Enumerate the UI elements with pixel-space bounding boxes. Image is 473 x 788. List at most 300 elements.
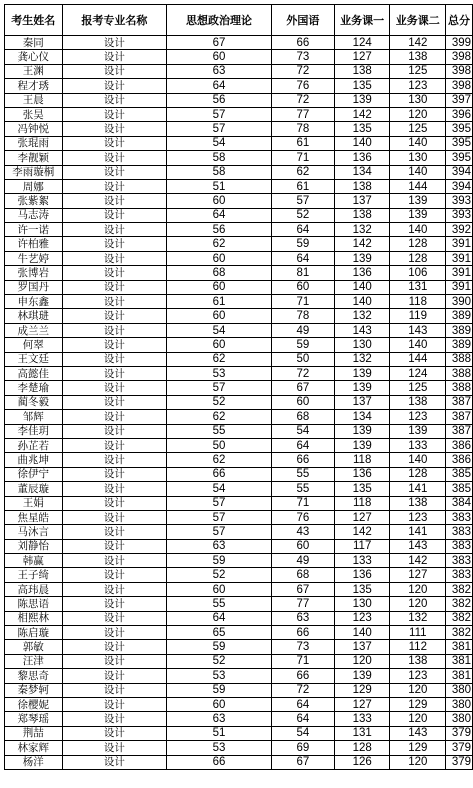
header-major: 报考专业名称 xyxy=(62,5,167,36)
course-two-cell: 112 xyxy=(390,640,446,654)
politics-cell: 60 xyxy=(167,582,272,596)
foreign-language-cell: 66 xyxy=(271,669,334,683)
foreign-language-cell: 67 xyxy=(271,381,334,395)
major-cell: 设计 xyxy=(62,251,167,265)
foreign-language-cell: 68 xyxy=(271,410,334,424)
major-cell: 设计 xyxy=(62,107,167,121)
course-two-cell: 123 xyxy=(390,510,446,524)
table-row xyxy=(5,669,473,683)
total-cell: 380 xyxy=(446,683,473,697)
politics-cell: 57 xyxy=(167,510,272,524)
major-cell: 设计 xyxy=(62,568,167,582)
major-cell: 设计 xyxy=(62,309,167,323)
major-cell: 设计 xyxy=(62,683,167,697)
major-cell: 设计 xyxy=(62,611,167,625)
foreign-language-cell: 54 xyxy=(271,424,334,438)
course-two-cell: 129 xyxy=(390,697,446,711)
table-row xyxy=(5,568,473,582)
course-one-cell: 135 xyxy=(334,79,390,93)
major-cell: 设计 xyxy=(62,136,167,150)
major-cell: 设计 xyxy=(62,151,167,165)
name-cell: 许一诺 xyxy=(5,223,63,237)
course-two-cell: 138 xyxy=(390,496,446,510)
course-one-cell: 134 xyxy=(334,410,390,424)
politics-cell: 63 xyxy=(167,712,272,726)
foreign-language-cell: 67 xyxy=(271,755,334,769)
course-two-cell: 138 xyxy=(390,50,446,64)
foreign-language-cell: 72 xyxy=(271,366,334,380)
course-one-cell: 128 xyxy=(334,741,390,755)
table-row xyxy=(5,510,473,524)
total-cell: 389 xyxy=(446,309,473,323)
politics-cell: 52 xyxy=(167,568,272,582)
course-one-cell: 127 xyxy=(334,50,390,64)
course-two-cell: 139 xyxy=(390,194,446,208)
header-name: 考生姓名 xyxy=(5,5,63,36)
course-one-cell: 136 xyxy=(334,266,390,280)
table-row xyxy=(5,582,473,596)
major-cell: 设计 xyxy=(62,237,167,251)
politics-cell: 66 xyxy=(167,467,272,481)
course-one-cell: 131 xyxy=(334,726,390,740)
total-cell: 381 xyxy=(446,654,473,668)
major-cell: 设计 xyxy=(62,50,167,64)
politics-cell: 53 xyxy=(167,366,272,380)
politics-cell: 56 xyxy=(167,93,272,107)
name-cell: 汪津 xyxy=(5,654,63,668)
major-cell: 设计 xyxy=(62,424,167,438)
table-row xyxy=(5,366,473,380)
politics-cell: 65 xyxy=(167,626,272,640)
name-cell: 张琨雨 xyxy=(5,136,63,150)
foreign-language-cell: 54 xyxy=(271,726,334,740)
course-one-cell: 139 xyxy=(334,366,390,380)
name-cell: 王晨 xyxy=(5,93,63,107)
total-cell: 394 xyxy=(446,179,473,193)
foreign-language-cell: 71 xyxy=(271,496,334,510)
name-cell: 黎思奇 xyxy=(5,669,63,683)
politics-cell: 57 xyxy=(167,525,272,539)
total-cell: 398 xyxy=(446,79,473,93)
politics-cell: 68 xyxy=(167,266,272,280)
course-two-cell: 128 xyxy=(390,251,446,265)
major-cell: 设计 xyxy=(62,539,167,553)
name-cell: 李靓颖 xyxy=(5,151,63,165)
course-one-cell: 133 xyxy=(334,712,390,726)
major-cell: 设计 xyxy=(62,654,167,668)
course-two-cell: 125 xyxy=(390,64,446,78)
course-two-cell: 140 xyxy=(390,223,446,237)
course-two-cell: 141 xyxy=(390,525,446,539)
politics-cell: 60 xyxy=(167,194,272,208)
course-two-cell: 129 xyxy=(390,741,446,755)
header-foreign-language: 外国语 xyxy=(271,5,334,36)
major-cell: 设计 xyxy=(62,726,167,740)
table-body xyxy=(5,36,473,770)
major-cell: 设计 xyxy=(62,525,167,539)
major-cell: 设计 xyxy=(62,669,167,683)
foreign-language-cell: 71 xyxy=(271,654,334,668)
header-course-two: 业务课二 xyxy=(390,5,446,36)
course-two-cell: 120 xyxy=(390,582,446,596)
major-cell: 设计 xyxy=(62,597,167,611)
course-one-cell: 132 xyxy=(334,309,390,323)
score-table xyxy=(4,4,473,770)
major-cell: 设计 xyxy=(62,381,167,395)
course-one-cell: 143 xyxy=(334,323,390,337)
major-cell: 设计 xyxy=(62,395,167,409)
name-cell: 陈思语 xyxy=(5,597,63,611)
name-cell: 张昊 xyxy=(5,107,63,121)
course-one-cell: 117 xyxy=(334,539,390,553)
table-row xyxy=(5,597,473,611)
total-cell: 384 xyxy=(446,496,473,510)
total-cell: 379 xyxy=(446,755,473,769)
table-row xyxy=(5,194,473,208)
course-one-cell: 137 xyxy=(334,395,390,409)
name-cell: 徐樱妮 xyxy=(5,697,63,711)
politics-cell: 61 xyxy=(167,295,272,309)
course-one-cell: 139 xyxy=(334,93,390,107)
name-cell: 冯钟悦 xyxy=(5,122,63,136)
total-cell: 387 xyxy=(446,424,473,438)
major-cell: 设计 xyxy=(62,338,167,352)
table-row xyxy=(5,338,473,352)
course-one-cell: 120 xyxy=(334,654,390,668)
table-row xyxy=(5,626,473,640)
politics-cell: 60 xyxy=(167,280,272,294)
total-cell: 383 xyxy=(446,510,473,524)
course-two-cell: 128 xyxy=(390,467,446,481)
total-cell: 389 xyxy=(446,338,473,352)
course-one-cell: 140 xyxy=(334,626,390,640)
politics-cell: 63 xyxy=(167,64,272,78)
foreign-language-cell: 52 xyxy=(271,208,334,222)
course-two-cell: 143 xyxy=(390,726,446,740)
total-cell: 397 xyxy=(446,93,473,107)
politics-cell: 58 xyxy=(167,151,272,165)
major-cell: 设计 xyxy=(62,266,167,280)
name-cell: 高玮晨 xyxy=(5,582,63,596)
table-row xyxy=(5,438,473,452)
course-one-cell: 136 xyxy=(334,568,390,582)
total-cell: 382 xyxy=(446,582,473,596)
major-cell: 设计 xyxy=(62,208,167,222)
name-cell: 王文廷 xyxy=(5,352,63,366)
foreign-language-cell: 64 xyxy=(271,697,334,711)
politics-cell: 54 xyxy=(167,482,272,496)
course-two-cell: 139 xyxy=(390,208,446,222)
course-two-cell: 131 xyxy=(390,280,446,294)
name-cell: 张紫絮 xyxy=(5,194,63,208)
table-row xyxy=(5,726,473,740)
table-row xyxy=(5,136,473,150)
politics-cell: 62 xyxy=(167,410,272,424)
course-one-cell: 139 xyxy=(334,424,390,438)
name-cell: 陈启璇 xyxy=(5,626,63,640)
politics-cell: 54 xyxy=(167,323,272,337)
course-two-cell: 111 xyxy=(390,626,446,640)
course-two-cell: 141 xyxy=(390,482,446,496)
politics-cell: 57 xyxy=(167,381,272,395)
header-row xyxy=(5,5,473,36)
course-two-cell: 140 xyxy=(390,165,446,179)
politics-cell: 53 xyxy=(167,669,272,683)
politics-cell: 51 xyxy=(167,726,272,740)
politics-cell: 62 xyxy=(167,352,272,366)
major-cell: 设计 xyxy=(62,36,167,50)
foreign-language-cell: 78 xyxy=(271,309,334,323)
total-cell: 399 xyxy=(446,36,473,50)
course-one-cell: 136 xyxy=(334,151,390,165)
name-cell: 李楚瑜 xyxy=(5,381,63,395)
major-cell: 设计 xyxy=(62,366,167,380)
total-cell: 379 xyxy=(446,726,473,740)
course-two-cell: 120 xyxy=(390,107,446,121)
total-cell: 391 xyxy=(446,280,473,294)
table-row xyxy=(5,395,473,409)
course-two-cell: 143 xyxy=(390,539,446,553)
foreign-language-cell: 77 xyxy=(271,107,334,121)
course-one-cell: 129 xyxy=(334,683,390,697)
total-cell: 398 xyxy=(446,50,473,64)
course-two-cell: 123 xyxy=(390,410,446,424)
major-cell: 设计 xyxy=(62,93,167,107)
table-row xyxy=(5,755,473,769)
foreign-language-cell: 63 xyxy=(271,611,334,625)
table-row xyxy=(5,424,473,438)
foreign-language-cell: 73 xyxy=(271,640,334,654)
politics-cell: 64 xyxy=(167,79,272,93)
foreign-language-cell: 73 xyxy=(271,50,334,64)
foreign-language-cell: 50 xyxy=(271,352,334,366)
foreign-language-cell: 55 xyxy=(271,482,334,496)
foreign-language-cell: 72 xyxy=(271,93,334,107)
course-one-cell: 133 xyxy=(334,554,390,568)
name-cell: 成兰兰 xyxy=(5,323,63,337)
total-cell: 380 xyxy=(446,712,473,726)
politics-cell: 52 xyxy=(167,395,272,409)
course-one-cell: 139 xyxy=(334,438,390,452)
course-one-cell: 127 xyxy=(334,510,390,524)
course-one-cell: 140 xyxy=(334,280,390,294)
foreign-language-cell: 67 xyxy=(271,582,334,596)
politics-cell: 67 xyxy=(167,36,272,50)
course-one-cell: 138 xyxy=(334,208,390,222)
politics-cell: 54 xyxy=(167,136,272,150)
major-cell: 设计 xyxy=(62,496,167,510)
course-two-cell: 123 xyxy=(390,79,446,93)
major-cell: 设计 xyxy=(62,438,167,452)
course-two-cell: 127 xyxy=(390,568,446,582)
foreign-language-cell: 49 xyxy=(271,554,334,568)
total-cell: 386 xyxy=(446,453,473,467)
foreign-language-cell: 64 xyxy=(271,223,334,237)
course-one-cell: 130 xyxy=(334,338,390,352)
table-row xyxy=(5,741,473,755)
table-row xyxy=(5,295,473,309)
course-one-cell: 123 xyxy=(334,611,390,625)
course-two-cell: 130 xyxy=(390,151,446,165)
table-row xyxy=(5,410,473,424)
table-row xyxy=(5,50,473,64)
course-one-cell: 139 xyxy=(334,251,390,265)
name-cell: 王子绮 xyxy=(5,568,63,582)
foreign-language-cell: 66 xyxy=(271,36,334,50)
foreign-language-cell: 76 xyxy=(271,510,334,524)
course-two-cell: 128 xyxy=(390,237,446,251)
politics-cell: 59 xyxy=(167,554,272,568)
course-one-cell: 132 xyxy=(334,352,390,366)
name-cell: 许柏雅 xyxy=(5,237,63,251)
total-cell: 393 xyxy=(446,208,473,222)
major-cell: 设计 xyxy=(62,453,167,467)
politics-cell: 57 xyxy=(167,496,272,510)
table-row xyxy=(5,712,473,726)
major-cell: 设计 xyxy=(62,194,167,208)
politics-cell: 63 xyxy=(167,539,272,553)
name-cell: 曲兆坤 xyxy=(5,453,63,467)
total-cell: 391 xyxy=(446,237,473,251)
major-cell: 设计 xyxy=(62,741,167,755)
foreign-language-cell: 55 xyxy=(271,467,334,481)
name-cell: 刘静怡 xyxy=(5,539,63,553)
name-cell: 张博岩 xyxy=(5,266,63,280)
major-cell: 设计 xyxy=(62,165,167,179)
table-row xyxy=(5,352,473,366)
course-two-cell: 138 xyxy=(390,395,446,409)
course-two-cell: 130 xyxy=(390,93,446,107)
course-two-cell: 120 xyxy=(390,712,446,726)
name-cell: 韩赢 xyxy=(5,554,63,568)
politics-cell: 60 xyxy=(167,50,272,64)
table-row xyxy=(5,280,473,294)
name-cell: 郑琴瑶 xyxy=(5,712,63,726)
foreign-language-cell: 64 xyxy=(271,712,334,726)
table-row xyxy=(5,467,473,481)
foreign-language-cell: 66 xyxy=(271,453,334,467)
politics-cell: 55 xyxy=(167,597,272,611)
major-cell: 设计 xyxy=(62,179,167,193)
name-cell: 荆喆 xyxy=(5,726,63,740)
table-row xyxy=(5,554,473,568)
foreign-language-cell: 72 xyxy=(271,64,334,78)
politics-cell: 60 xyxy=(167,697,272,711)
total-cell: 382 xyxy=(446,597,473,611)
course-two-cell: 142 xyxy=(390,36,446,50)
course-two-cell: 143 xyxy=(390,323,446,337)
course-two-cell: 120 xyxy=(390,755,446,769)
politics-cell: 52 xyxy=(167,654,272,668)
course-one-cell: 139 xyxy=(334,381,390,395)
course-two-cell: 119 xyxy=(390,309,446,323)
course-one-cell: 124 xyxy=(334,36,390,50)
course-one-cell: 142 xyxy=(334,107,390,121)
table-row xyxy=(5,381,473,395)
table-row xyxy=(5,107,473,121)
politics-cell: 60 xyxy=(167,251,272,265)
name-cell: 李雨璇桐 xyxy=(5,165,63,179)
foreign-language-cell: 59 xyxy=(271,338,334,352)
major-cell: 设计 xyxy=(62,410,167,424)
name-cell: 王渊 xyxy=(5,64,63,78)
foreign-language-cell: 76 xyxy=(271,79,334,93)
politics-cell: 59 xyxy=(167,640,272,654)
foreign-language-cell: 60 xyxy=(271,280,334,294)
header-total: 总分 xyxy=(446,5,473,36)
politics-cell: 50 xyxy=(167,438,272,452)
name-cell: 罗国丹 xyxy=(5,280,63,294)
total-cell: 388 xyxy=(446,381,473,395)
table-row xyxy=(5,496,473,510)
name-cell: 李佳玥 xyxy=(5,424,63,438)
foreign-language-cell: 43 xyxy=(271,525,334,539)
major-cell: 设计 xyxy=(62,626,167,640)
total-cell: 383 xyxy=(446,568,473,582)
name-cell: 蔺冬毅 xyxy=(5,395,63,409)
table-row xyxy=(5,482,473,496)
course-two-cell: 144 xyxy=(390,179,446,193)
name-cell: 程才琇 xyxy=(5,79,63,93)
course-two-cell: 139 xyxy=(390,424,446,438)
total-cell: 379 xyxy=(446,741,473,755)
politics-cell: 56 xyxy=(167,223,272,237)
major-cell: 设计 xyxy=(62,510,167,524)
table-row xyxy=(5,179,473,193)
name-cell: 马沐言 xyxy=(5,525,63,539)
foreign-language-cell: 64 xyxy=(271,438,334,452)
total-cell: 395 xyxy=(446,136,473,150)
table-row xyxy=(5,64,473,78)
course-one-cell: 138 xyxy=(334,179,390,193)
course-two-cell: 133 xyxy=(390,438,446,452)
table-row xyxy=(5,122,473,136)
course-one-cell: 139 xyxy=(334,669,390,683)
name-cell: 龚心仪 xyxy=(5,50,63,64)
politics-cell: 62 xyxy=(167,237,272,251)
course-one-cell: 137 xyxy=(334,640,390,654)
name-cell: 秦同 xyxy=(5,36,63,50)
total-cell: 381 xyxy=(446,669,473,683)
foreign-language-cell: 64 xyxy=(271,251,334,265)
major-cell: 设计 xyxy=(62,79,167,93)
table-row xyxy=(5,683,473,697)
total-cell: 383 xyxy=(446,525,473,539)
foreign-language-cell: 66 xyxy=(271,626,334,640)
name-cell: 郭敏 xyxy=(5,640,63,654)
course-one-cell: 118 xyxy=(334,496,390,510)
table-row xyxy=(5,539,473,553)
politics-cell: 60 xyxy=(167,309,272,323)
name-cell: 秦梦轲 xyxy=(5,683,63,697)
politics-cell: 51 xyxy=(167,179,272,193)
total-cell: 390 xyxy=(446,295,473,309)
total-cell: 392 xyxy=(446,223,473,237)
table-row xyxy=(5,237,473,251)
total-cell: 383 xyxy=(446,554,473,568)
total-cell: 391 xyxy=(446,251,473,265)
table-row xyxy=(5,251,473,265)
course-two-cell: 120 xyxy=(390,683,446,697)
total-cell: 382 xyxy=(446,626,473,640)
course-two-cell: 142 xyxy=(390,554,446,568)
course-one-cell: 127 xyxy=(334,697,390,711)
name-cell: 相熙林 xyxy=(5,611,63,625)
course-one-cell: 138 xyxy=(334,64,390,78)
total-cell: 395 xyxy=(446,122,473,136)
name-cell: 杨洋 xyxy=(5,755,63,769)
politics-cell: 62 xyxy=(167,453,272,467)
